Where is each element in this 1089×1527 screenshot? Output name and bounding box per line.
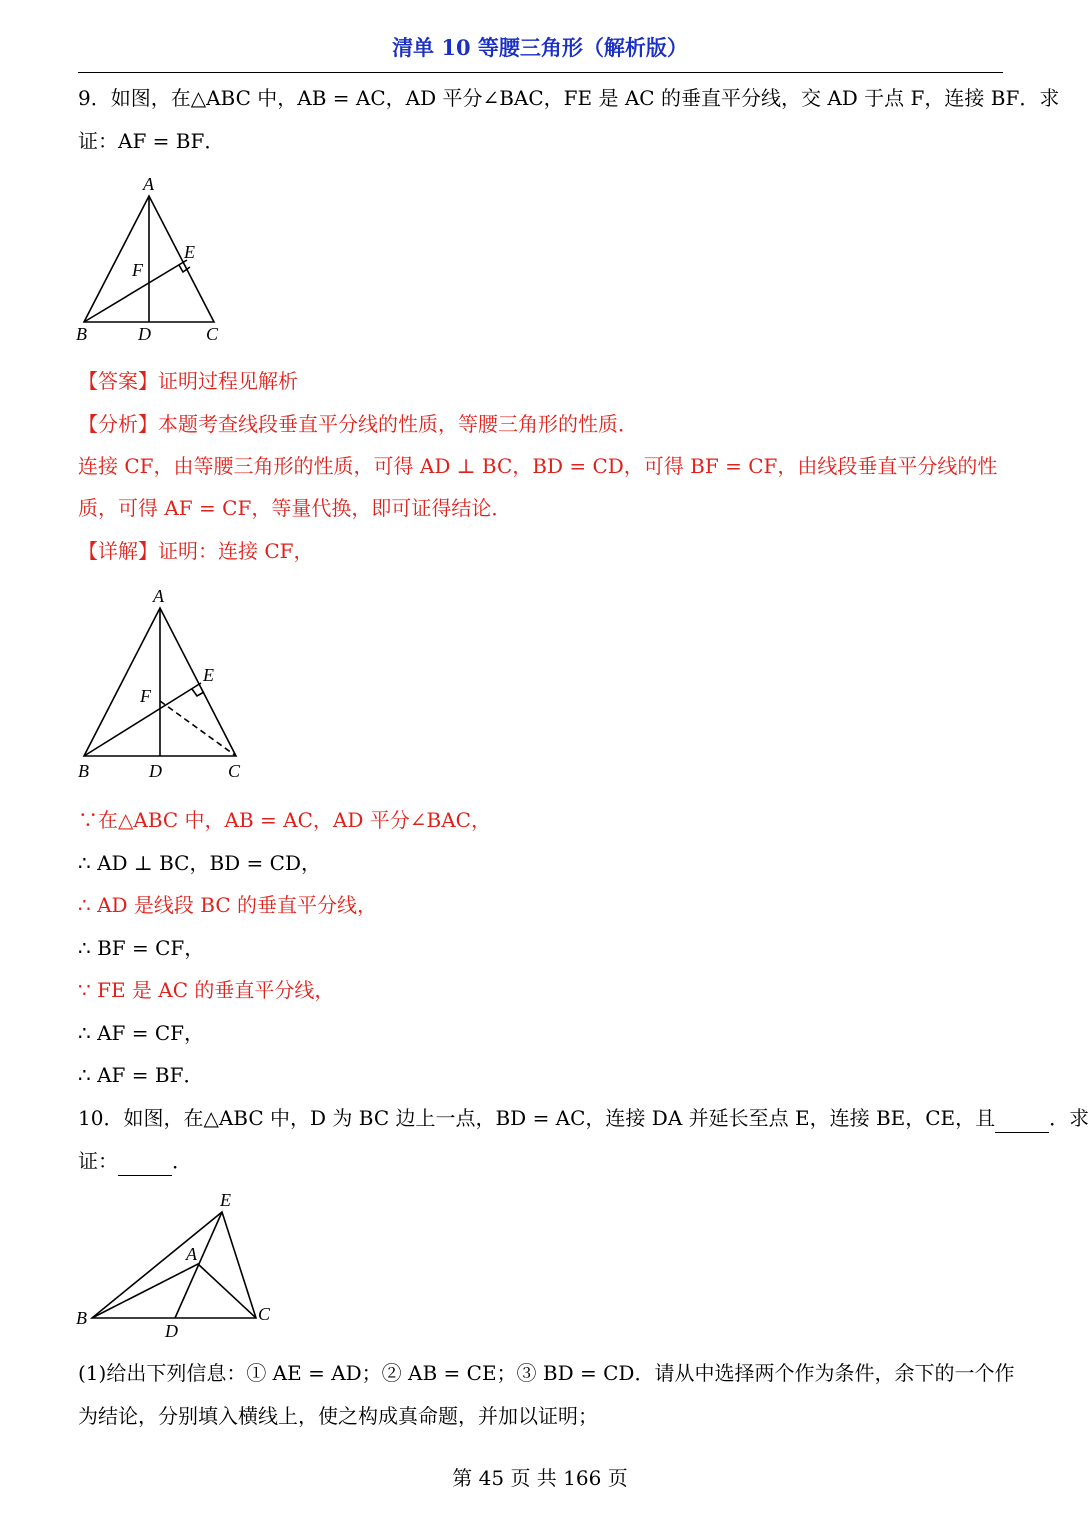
q9-label-E: E <box>184 242 195 262</box>
proof-step-2: ∴ AD ⊥ BC，BD = CD， <box>78 851 321 875</box>
analysis-line3: 质，可得 AF = CF，等量代换，即可证得结论． <box>78 496 512 520</box>
q10-label-C: C <box>258 1304 271 1324</box>
proof-step-7: ∴ AF = BF． <box>78 1063 204 1087</box>
proof-step-1: ∵在△ABC 中，AB = AC，AD 平分∠BAC， <box>78 808 491 832</box>
q10-line2-end: ． <box>172 1149 192 1173</box>
q9-label-D: D <box>138 324 151 344</box>
q9-figure <box>70 172 250 348</box>
detail-label-F: F <box>140 686 151 706</box>
q10-label-B: B <box>76 1308 87 1328</box>
q10-line2 <box>78 1147 1003 1176</box>
header-rule <box>78 72 1003 73</box>
proof-step-5: ∵ FE 是 AC 的垂直平分线， <box>78 978 335 1002</box>
q10-figure <box>70 1188 290 1348</box>
q10-condition-blank[interactable] <box>995 1104 1049 1133</box>
detail-line: 【详解】证明：连接 CF， <box>78 539 314 563</box>
detail-label-C: C <box>228 761 241 781</box>
q10-label-D: D <box>165 1321 178 1341</box>
answer-line: 【答案】证明过程见解析 <box>78 369 298 393</box>
detail-label-E: E <box>203 665 214 685</box>
q10-line1-text: 10．如图，在△ABC 中，D 为 BC 边上一点，BD = AC，连接 DA 并延长至点 E，连接 BE，CE，且 <box>78 1106 996 1130</box>
proof-step-4: ∴ BF = CF， <box>78 936 205 960</box>
q10-label-A: A <box>186 1244 197 1264</box>
q9-label-C: C <box>206 324 219 344</box>
detail-figure <box>70 584 260 784</box>
q10-line2-text: 证： <box>78 1149 118 1173</box>
detail-label-D: D <box>149 761 162 781</box>
q10-part1-line1: (1)给出下列信息：① AE = AD；② AB = CE；③ BD = CD．请从中选择两个作为条件，余下的一个作 <box>78 1361 1015 1385</box>
proof-step-3: ∴ AD 是线段 BC 的垂直平分线， <box>78 893 378 917</box>
analysis-line: 【分析】本题考查线段垂直平分线的性质，等腰三角形的性质． <box>78 412 638 436</box>
q10-label-E: E <box>220 1190 231 1210</box>
page-header-title: 清单 10 等腰三角形（解析版） <box>392 35 688 60</box>
q10-conclusion-blank[interactable] <box>118 1147 172 1176</box>
q10-line1 <box>78 1104 1089 1133</box>
q10-part1-line2: 为结论，分别填入横线上，使之构成真命题，并加以证明； <box>78 1404 598 1428</box>
analysis-line2: 连接 CF，由等腰三角形的性质，可得 AD ⊥ BC，BD = CD，可得 BF = CF，由线段垂直平分线的性 <box>78 454 998 478</box>
q10-line1-end: ．求 <box>1049 1106 1089 1130</box>
detail-label-B: B <box>78 761 89 781</box>
q9-label-B: B <box>76 324 87 344</box>
q9-line2: 证：AF = BF． <box>78 129 225 153</box>
proof-step-6: ∴ AF = CF， <box>78 1021 205 1045</box>
q9-label-F: F <box>132 260 143 280</box>
q9-label-A: A <box>143 174 154 194</box>
detail-label-A: A <box>153 586 164 606</box>
q9-line1: 9．如图，在△ABC 中，AB = AC，AD 平分∠BAC，FE 是 AC 的垂直平分线，交 AD 于点 F，连接 BF．求 <box>78 86 1060 110</box>
page-footer: 第 45 页 共 166 页 <box>452 1466 628 1490</box>
